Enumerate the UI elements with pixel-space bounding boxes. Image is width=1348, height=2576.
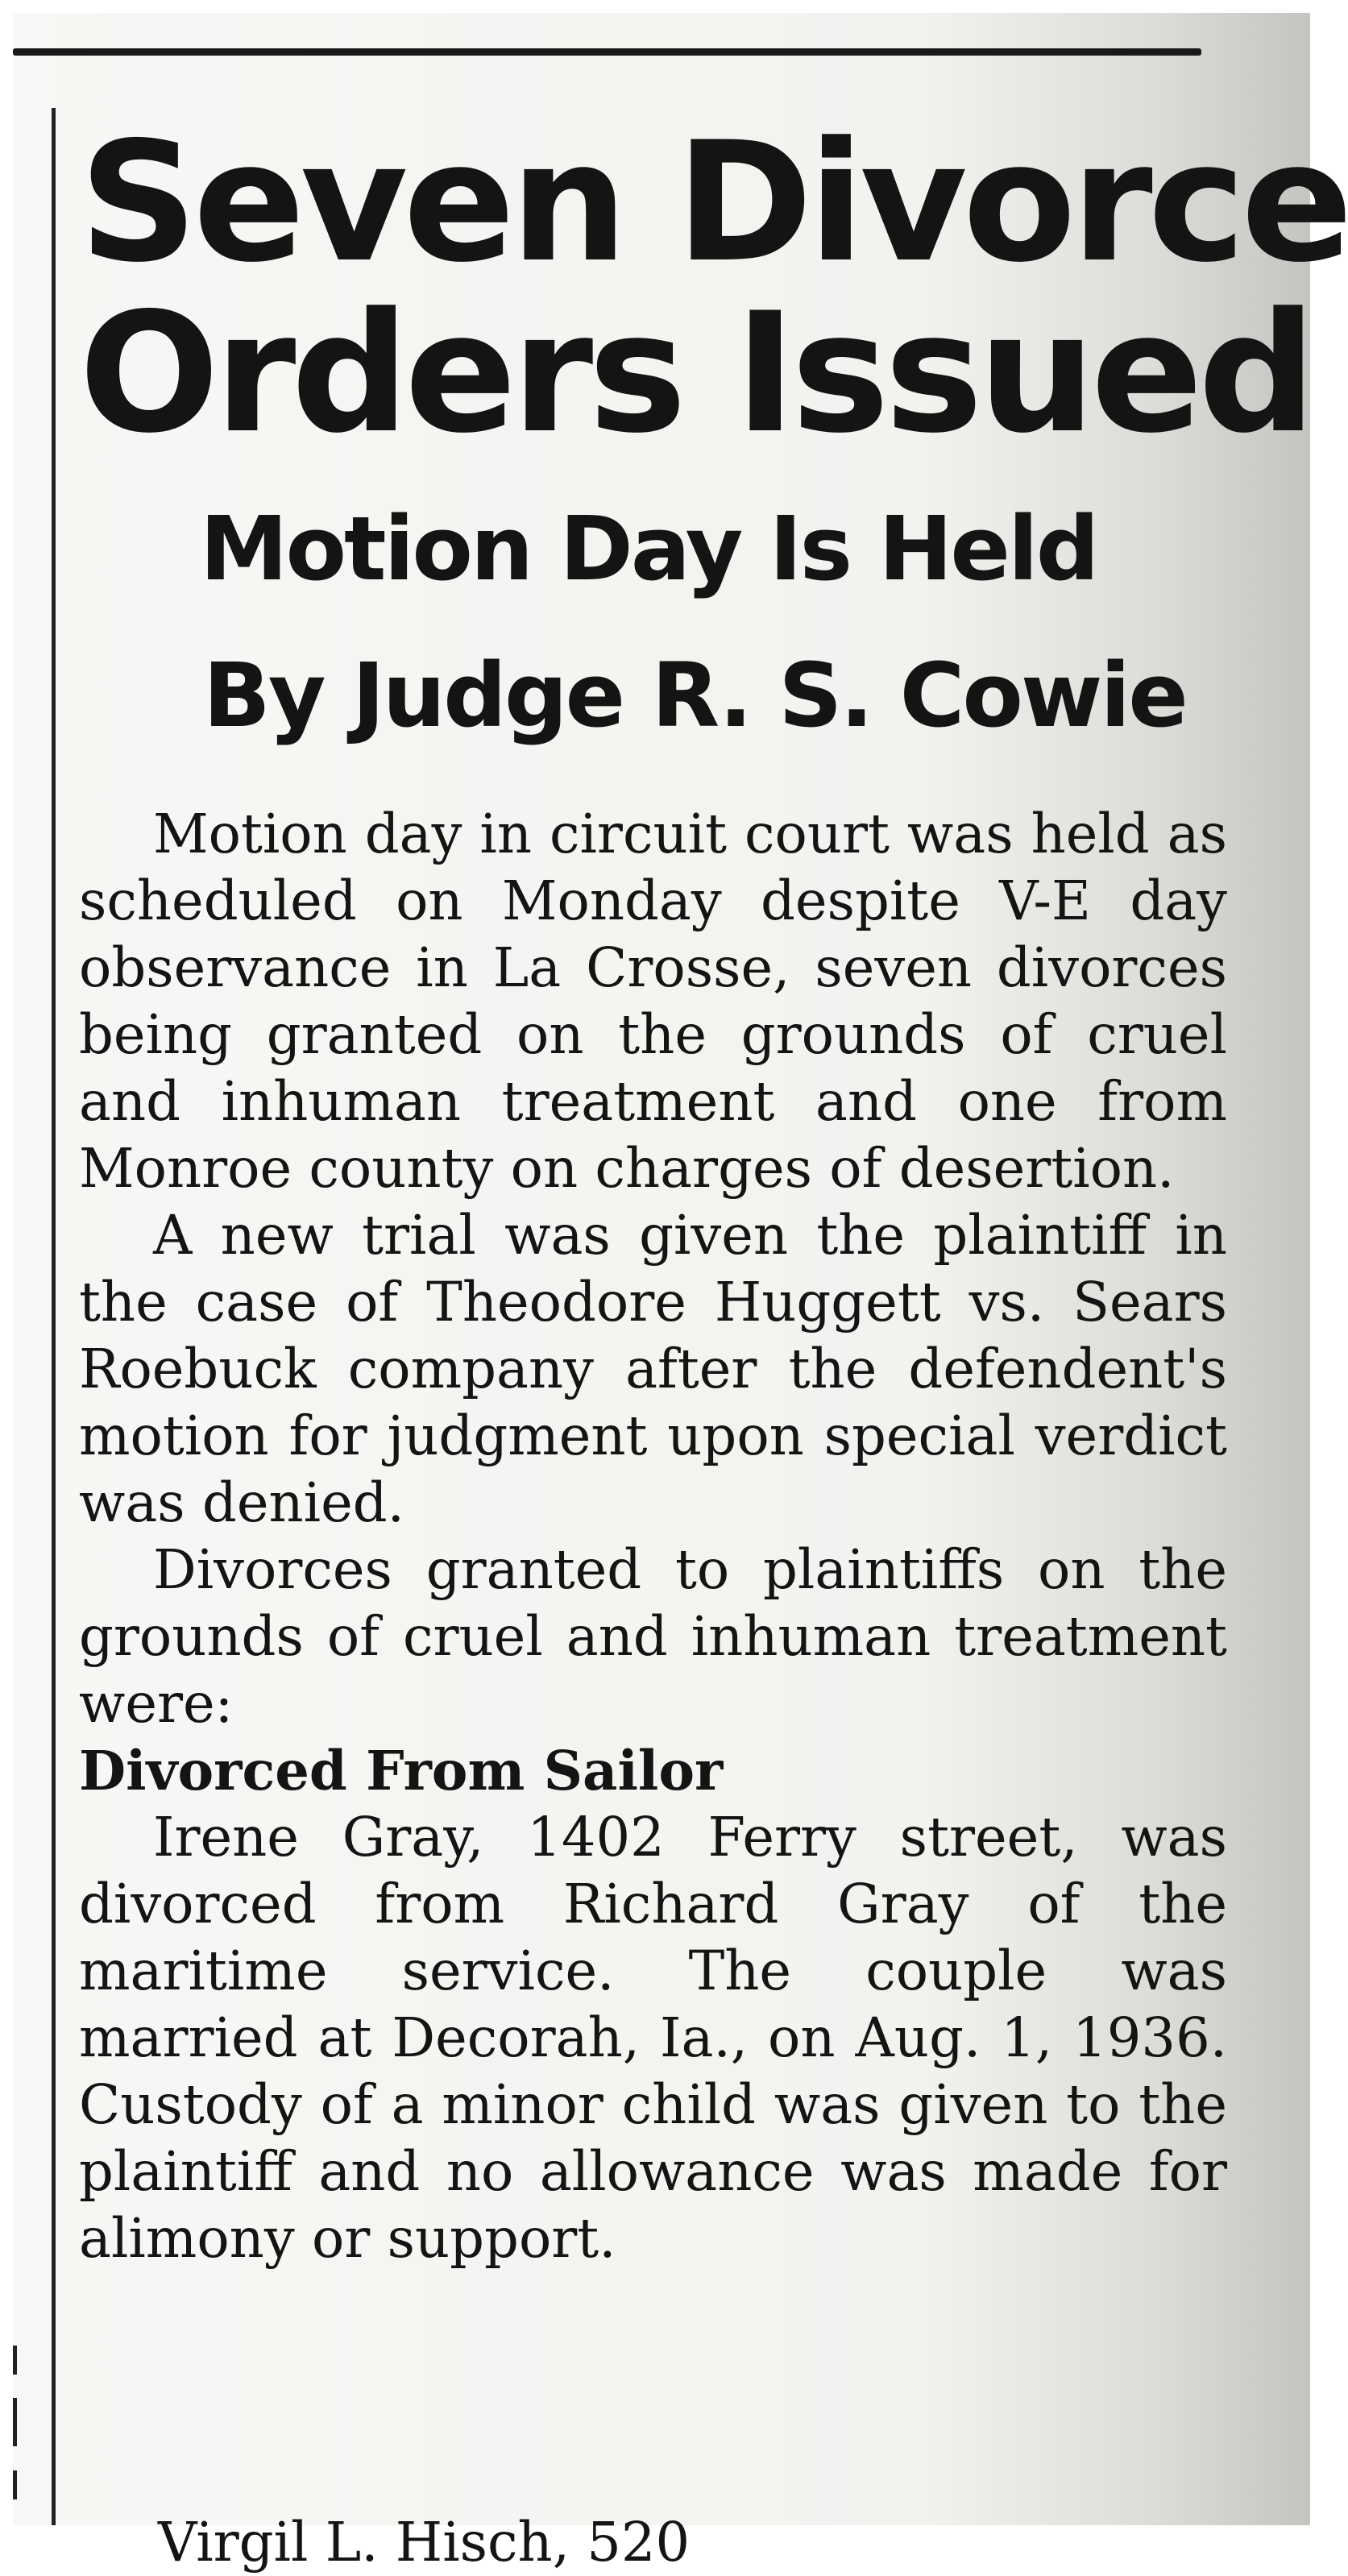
cut-off-line: Virgil L. Hisch, 520: [158, 2511, 691, 2574]
section-subhead: Divorced From Sailor: [79, 1739, 724, 1802]
headline-line: Orders Issued: [79, 278, 1312, 470]
article-paragraph: Divorces granted to plaintiffs on the grounds of cruel and inhuman treatment were:: [79, 1538, 1227, 1735]
article-paragraph: Irene Gray, 1402 Ferry street, was divorced from Richard Gray of the maritime service. The couple was married at Decorah, Ia., on Aug. 1, 1936. Custody of a minor child was given to the plaintiff and no allowance was made for alimony or support.: [79, 1806, 1227, 2270]
margin-mark: [13, 2346, 17, 2375]
article-paragraph: Motion day in circuit court was held as scheduled on Monday despite V-E day observance in La Crosse, seven divorces being granted on the grounds of cruel and inhuman treatment and one from Monroe county on charges of desertion.: [79, 803, 1227, 1200]
headline: [79, 107, 1348, 470]
headline-line: Seven Divorce: [79, 107, 1348, 299]
subheadline-line: By Judge R. S. Cowie: [203, 644, 1186, 747]
column-rule: [52, 108, 56, 2525]
newspaper-clipping: [13, 13, 1348, 2574]
article-paragraph: A new trial was given the plaintiff in the case of Theodore Huggett vs. Sears Roebuck company after the defendent's motion for judgment upon special verdict was denied.: [79, 1204, 1227, 1534]
subheadline-line: Motion Day Is Held: [200, 497, 1097, 600]
article: [79, 107, 1348, 2272]
margin-mark: [13, 2398, 17, 2446]
article-body: [79, 801, 1227, 2272]
subheadline: [200, 475, 1239, 769]
top-rule: [13, 48, 1201, 56]
margin-mark: [13, 2470, 17, 2499]
